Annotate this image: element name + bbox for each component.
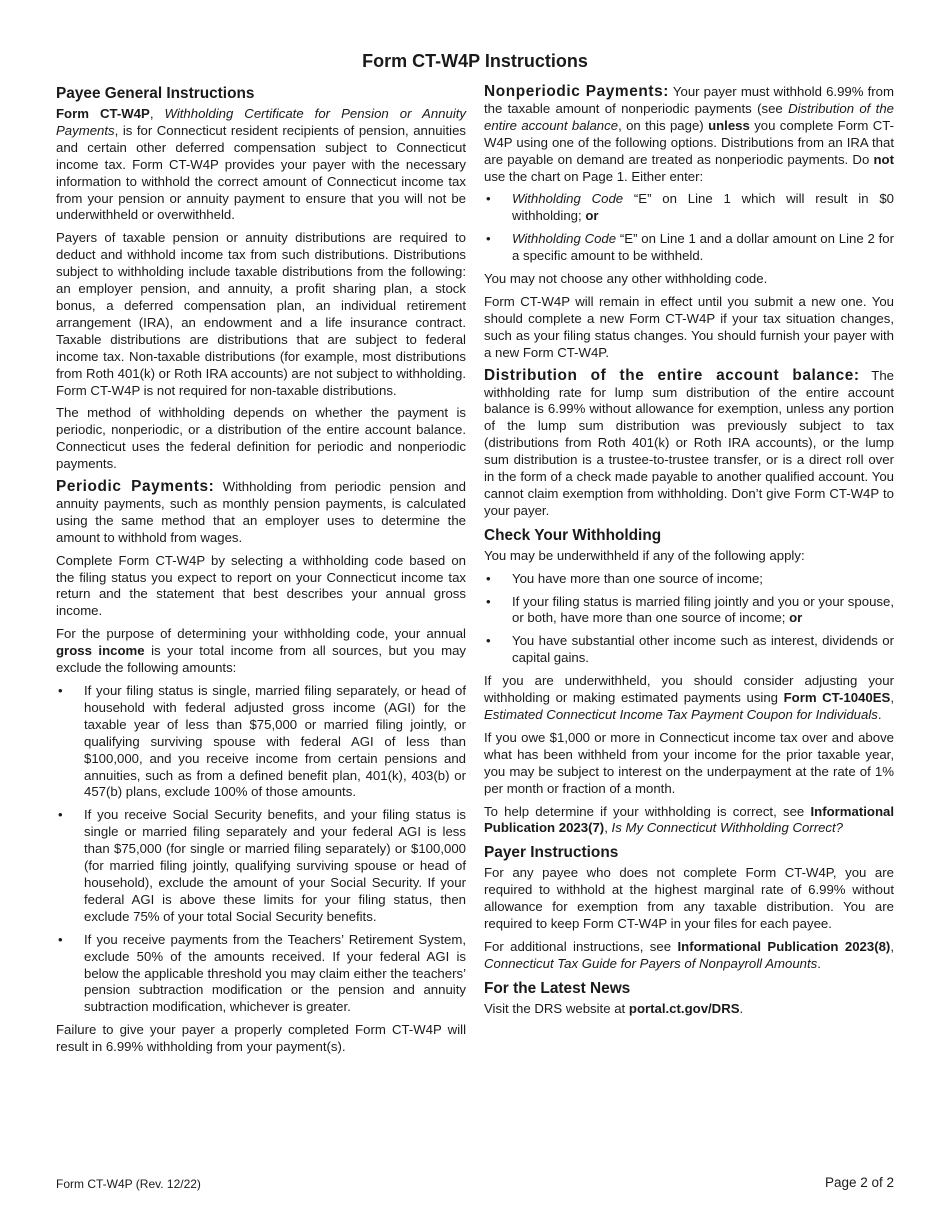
payer-instructions-heading: Payer Instructions — [484, 844, 619, 862]
remain-in-effect-paragraph: Form CT-W4P will remain in effect until you submit a new one. You should complete a new Form CT-W4P if your tax situation changes, such as your filing status changes. You should furnish your payer with a new Form CT-W4P. — [484, 293, 894, 360]
failure-paragraph: Failure to give your payer a properly completed Form CT-W4P will result in 6.99% withholding from your payment(s). — [56, 1022, 466, 1055]
left-column — [56, 84, 466, 1062]
underwithheld-list — [484, 571, 894, 668]
adjust-withholding-paragraph: If you are underwithheld, you should consider adjusting your withholding or making estimated payments using Form CT-1040ES, Estimated Connecticut Income Tax Payment Coupon for Individuals. — [484, 673, 895, 722]
list-item: • You have substantial other income such as interest, dividends or capital gains. — [484, 633, 894, 667]
no-other-code-paragraph: You may not choose any other withholding code. — [484, 271, 768, 287]
page-title: Form CT-W4P Instructions — [362, 51, 588, 71]
right-column — [484, 84, 894, 1024]
payee-general-instructions-heading: Payee General Instructions — [56, 85, 255, 102]
latest-news-heading: For the Latest News — [484, 979, 631, 997]
form-revision-footer: Form CT-W4P (Rev. 12/22) — [56, 1177, 201, 1191]
payer-paragraph: For any payee who does not complete Form CT-W4P, you are required to withhold at the highest marginal rate of 6.99% without allowance for exemption from any taxable distribution. You are required to keep Form CT-W4P in your files for each payee. — [484, 865, 894, 932]
additional-instructions-paragraph: For additional instructions, see Informational Publication 2023(8), Connecticut Tax Guide for Payers of Nonpayroll Amounts. — [484, 938, 894, 971]
intro-paragraph: Form CT-W4P, Withholding Certificate for Pension or Annuity Payments, is for Connecticut resident recipients of pension, annuities and certain other deferred compensation subject to Connecticut income tax. Form CT-W4P provides your payer with the necessary information to withhold the correct amount of Connecticut income tax from your pension or annuity payment to ensure that you will not be underwithheld or overwithheld. — [56, 106, 467, 223]
publication-reference-paragraph: To help determine if your withholding is correct, see Informational Publication 2023(7), Is My Connecticut Withholding Correct? — [484, 803, 894, 836]
check-withholding-heading: Check Your Withholding — [484, 526, 662, 544]
periodic-payments-label: Periodic Payments: — [56, 478, 215, 496]
distribution-paragraph: Distribution of the entire account balance: The withholding rate for lump sum distribution of the entire account balance is 6.99% without allowance for exemption, unless any portion of the lump sum distribution was previously subject to tax (distributions from Roth 401(k) or Roth IRA accounts), or the lump sum distribution is a trustee-to-trustee transfer, or is a direct roll over in the form of a check made payable to another qualified account. You cannot claim exemption from withholding. Don’t give Form CT-W4P to your payer. — [484, 366, 894, 518]
withholding-code-options — [484, 191, 894, 265]
distribution-label: Distribution of the entire account balance: — [484, 366, 860, 384]
list-item: • If your filing status is married filing jointly and you or your spouse, or both, have more than one source of income; or — [484, 594, 894, 628]
payers-paragraph: Payers of taxable pension or annuity distributions are required to deduct and withhold income tax from such distributions. Distributions subject to withholding include taxable distributions from the following: an employer pension, and annuity, a profit sharing plan, a stock bonus, a deferred compensation plan, an individual retirement arrangement (IRA), an endowment and a life insurance contract. Taxable distributions are distributions that are subject to federal income tax. Non-taxable distributions (for example, most distributions from Roth 401(k) or Roth IRA accounts) are not subject to withholding. Form CT-W4P is not required for non-taxable distributions. — [56, 230, 466, 398]
method-paragraph: The method of withholding depends on whether the payment is periodic, nonperiodic, or a distribution of the entire account balance. Connecticut uses the federal definition for periodic and nonperiodic payments. — [56, 405, 466, 472]
nonperiodic-payments-paragraph: Nonperiodic Payments: Your payer must withhold 6.99% from the taxable amount of nonperiodic payments (see Distribution of the entire account balance, on this page) unless you complete Form CT-W4P using one of the following options. Distributions from an IRA that are payable on demand are treated as nonperiodic payments. Do not use the chart on Page 1. Either enter: — [484, 83, 895, 184]
periodic-payments-paragraph: Periodic Payments: Withholding from periodic pension and annuity payments, such as monthly pension payments, is calculated using the same method that an employer uses to determine the amount to withhold from wages. — [56, 478, 466, 545]
list-item: • Withholding Code “E” on Line 1 which will result in $0 withholding; or — [484, 191, 894, 225]
list-item: • If you receive Social Security benefits, and your filing status is single or married filing separately and your federal AGI is less than $75,000 (for single or married filing separately) or $100,000 (for married filing jointly, qualifying surviving spouse or head of household), exclude the amount of your Social Security. If your federal AGI is above these limits for your filing status, then exclude 75% of your total Social Security benefits. — [56, 807, 466, 925]
drs-website-paragraph: Visit the DRS website at portal.ct.gov/DRS. — [484, 1000, 744, 1016]
list-item: • You have more than one source of income; — [484, 571, 894, 588]
exclusion-list — [56, 683, 466, 1016]
page-number: Page 2 of 2 — [824, 1175, 894, 1190]
underwithheld-intro: You may be underwithheld if any of the following apply: — [484, 547, 805, 563]
list-item: • If you receive payments from the Teachers’ Retirement System, exclude 50% of the amounts received. If your federal AGI is below the applicable threshold you may claim either the teachers’ pension subtraction modification or the pension and annuity subtraction modification, whichever is greater. — [56, 932, 466, 1017]
gross-income-paragraph: For the purpose of determining your withholding code, your annual gross income is your total income from all sources, but you may exclude the following amounts: — [56, 626, 467, 676]
owe-interest-paragraph: If you owe $1,000 or more in Connecticut income tax over and above what has been withheld from your income for the prior taxable year, you may be subject to interest on the underpayment at the rate of 1% per month or fraction of a month. — [484, 729, 894, 796]
complete-form-paragraph: Complete Form CT-W4P by selecting a withholding code based on the filing status you expect to report on your Connecticut income tax return and the statement that best describes your annual gross income. — [56, 552, 466, 619]
list-item: • Withholding Code “E” on Line 1 and a dollar amount on Line 2 for a specific amount to be withheld. — [484, 231, 894, 265]
drs-website-link[interactable]: portal.ct.gov/DRS — [628, 1000, 740, 1016]
list-item: • If your filing status is single, married filing separately, or head of household with federal adjusted gross income (AGI) for the taxable year of less than $75,000 or married filing jointly, or qualifying surviving spouse with federal AGI of less than $100,000, and you receive income from certain pensions and annuities, such as from a defined benefit plan, 401(k), 403(b) or 457(b) plans, exclude 100% of those amounts. — [56, 683, 466, 801]
nonperiodic-payments-label: Nonperiodic Payments: — [484, 83, 669, 100]
